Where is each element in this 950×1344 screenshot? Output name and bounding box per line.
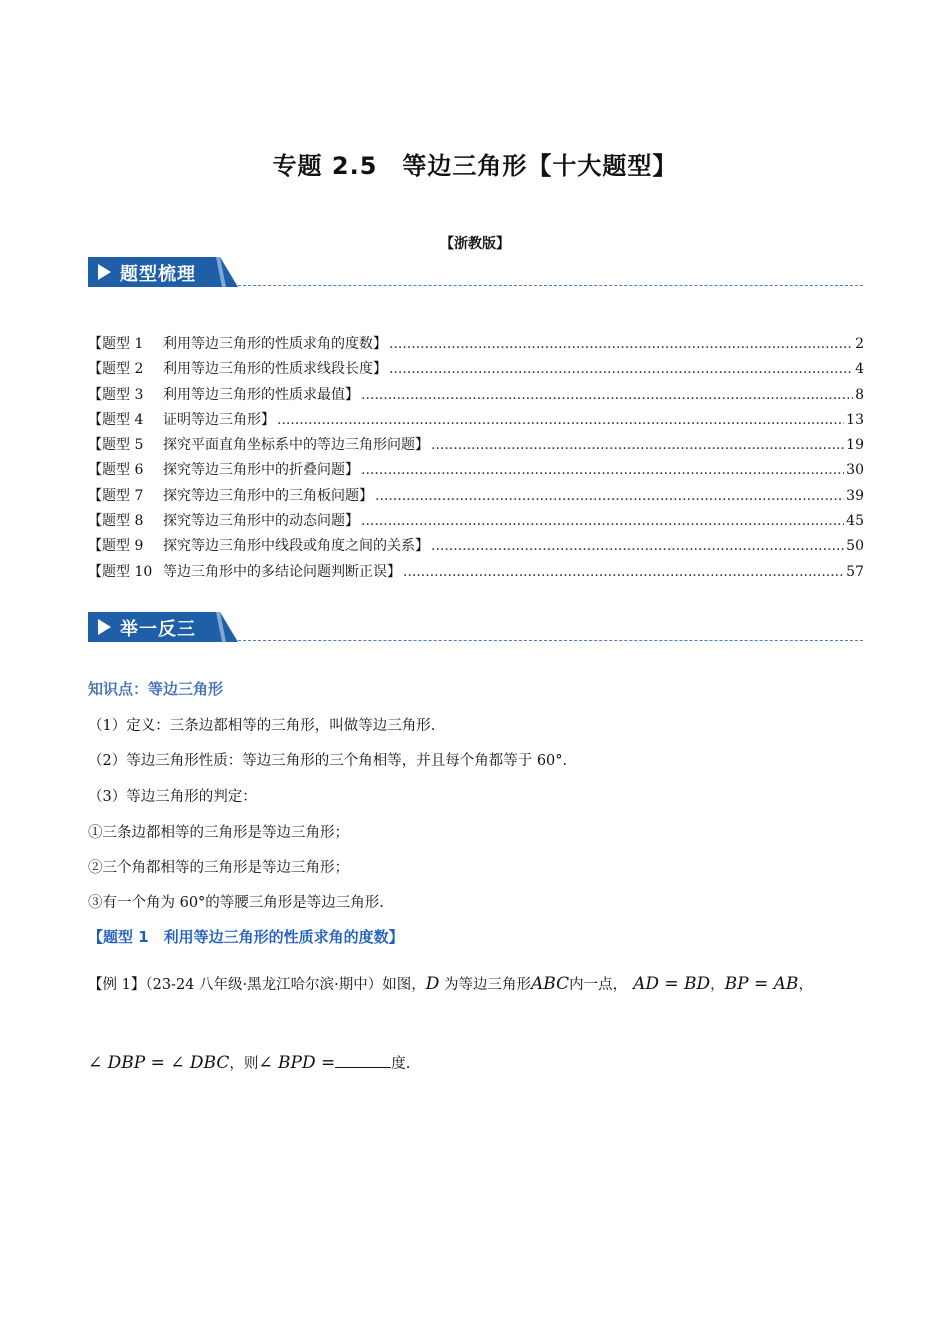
knowledge-item: ③有一个角为 60°的等腰三角形是等边三角形. <box>88 895 384 911</box>
knowledge-item: ①三条边都相等的三角形是等边三角形； <box>88 825 349 841</box>
example-separator: ， <box>710 977 725 993</box>
example-line-2 <box>88 1052 410 1073</box>
toc-entry[interactable] <box>88 510 864 535</box>
toc-number: 【题型 8 <box>88 513 144 530</box>
toc-number: 【题型 10 <box>88 563 153 580</box>
topic-heading: 【题型 1 利用等边三角形的性质求角的度数】 <box>88 928 404 946</box>
toc-leader <box>389 361 853 377</box>
toc-number: 【题型 3 <box>88 386 144 403</box>
toc-title: 证明等边三角形】 <box>163 411 275 428</box>
toc-entry[interactable] <box>88 358 864 383</box>
toc-number: 【题型 4 <box>88 411 144 428</box>
example-text: 度. <box>391 1056 411 1072</box>
section-label: 举一反三 <box>120 619 196 640</box>
math-condition: ∠ DBP = ∠ DBC <box>88 1053 230 1073</box>
toc-number: 【题型 1 <box>88 336 144 352</box>
knowledge-item: ②三个角都相等的三角形是等边三角形； <box>88 860 349 876</box>
toc-title: 探究等边三角形中线段或角度之间的关系】 <box>163 538 429 555</box>
toc-leader <box>431 538 844 554</box>
toc-leader <box>277 412 844 428</box>
toc-title: 利用等边三角形的性质求角的度数】 <box>163 336 387 352</box>
example-source: （23-24 八年级·黑龙江哈尔滨·期中）如图， <box>145 977 426 993</box>
example-text: 内一点， <box>569 977 628 993</box>
dashed-divider <box>238 640 863 641</box>
example-separator: ， <box>798 977 813 993</box>
toc-page: 13 <box>846 411 864 428</box>
knowledge-heading: 知识点：等边三角形 <box>88 680 224 698</box>
example-line-1 <box>88 973 813 994</box>
section-header-practice <box>88 612 863 642</box>
toc-page: 4 <box>855 361 864 378</box>
toc-number: 【题型 9 <box>88 538 144 555</box>
knowledge-item: （3）等边三角形的判定： <box>88 789 257 805</box>
math-condition: AD = BD <box>633 974 711 994</box>
toc-entry[interactable] <box>88 384 864 409</box>
toc-number: 【题型 6 <box>88 462 144 479</box>
toc-entry[interactable] <box>88 459 864 484</box>
table-of-contents <box>88 333 864 586</box>
toc-page: 39 <box>846 487 864 504</box>
play-icon <box>98 619 111 635</box>
toc-title: 探究平面直角坐标系中的等边三角形问题】 <box>163 437 429 454</box>
section-label: 题型梳理 <box>120 264 196 285</box>
toc-number: 【题型 2 <box>88 361 144 378</box>
math-var: D <box>425 974 440 994</box>
toc-entry[interactable] <box>88 485 864 510</box>
knowledge-item: （2）等边三角形性质：等边三角形的三个角相等，并且每个角都等于 60°. <box>88 753 568 769</box>
knowledge-item: （1）定义：三条边都相等的三角形，叫做等边三角形. <box>88 718 436 734</box>
toc-leader <box>403 564 844 580</box>
example-text: ，则 <box>229 1056 259 1072</box>
play-icon <box>98 264 111 280</box>
section-header-toc <box>88 257 863 287</box>
toc-entry[interactable] <box>88 561 864 586</box>
toc-page: 50 <box>846 538 864 555</box>
toc-title: 探究等边三角形中的折叠问题】 <box>163 462 359 479</box>
toc-leader <box>389 336 853 352</box>
toc-entry[interactable] <box>88 535 864 560</box>
math-triangle: ABC <box>530 974 570 994</box>
example-label: 【例 1】 <box>88 977 146 993</box>
answer-blank[interactable] <box>335 1053 391 1068</box>
toc-leader <box>361 513 844 529</box>
example-text: 为等边三角形 <box>439 977 531 993</box>
toc-entry[interactable] <box>88 409 864 434</box>
toc-title: 探究等边三角形中的三角板问题】 <box>163 487 373 504</box>
dashed-divider <box>238 285 863 286</box>
toc-number: 【题型 7 <box>88 487 144 504</box>
math-question: ∠ BPD = <box>258 1053 336 1073</box>
toc-entry[interactable] <box>88 333 864 358</box>
toc-title: 利用等边三角形的性质求线段长度】 <box>163 361 387 378</box>
toc-leader <box>361 387 853 403</box>
toc-leader <box>431 437 844 453</box>
math-condition: BP = AB <box>724 974 799 994</box>
toc-leader <box>375 488 844 504</box>
page-title: 专题 2.5 等边三角形【十大题型】 <box>272 152 678 180</box>
toc-page: 2 <box>855 336 864 352</box>
toc-page: 19 <box>846 437 864 454</box>
toc-page: 45 <box>846 513 864 530</box>
toc-number: 【题型 5 <box>88 437 144 454</box>
toc-title: 等边三角形中的多结论问题判断正误】 <box>163 563 401 580</box>
toc-page: 30 <box>846 462 864 479</box>
edition-label: 【浙教版】 <box>440 236 510 252</box>
toc-page: 57 <box>846 563 864 580</box>
toc-title: 利用等边三角形的性质求最值】 <box>163 386 359 403</box>
toc-leader <box>361 462 844 478</box>
toc-page: 8 <box>855 386 864 403</box>
toc-entry[interactable] <box>88 434 864 459</box>
toc-title: 探究等边三角形中的动态问题】 <box>163 513 359 530</box>
